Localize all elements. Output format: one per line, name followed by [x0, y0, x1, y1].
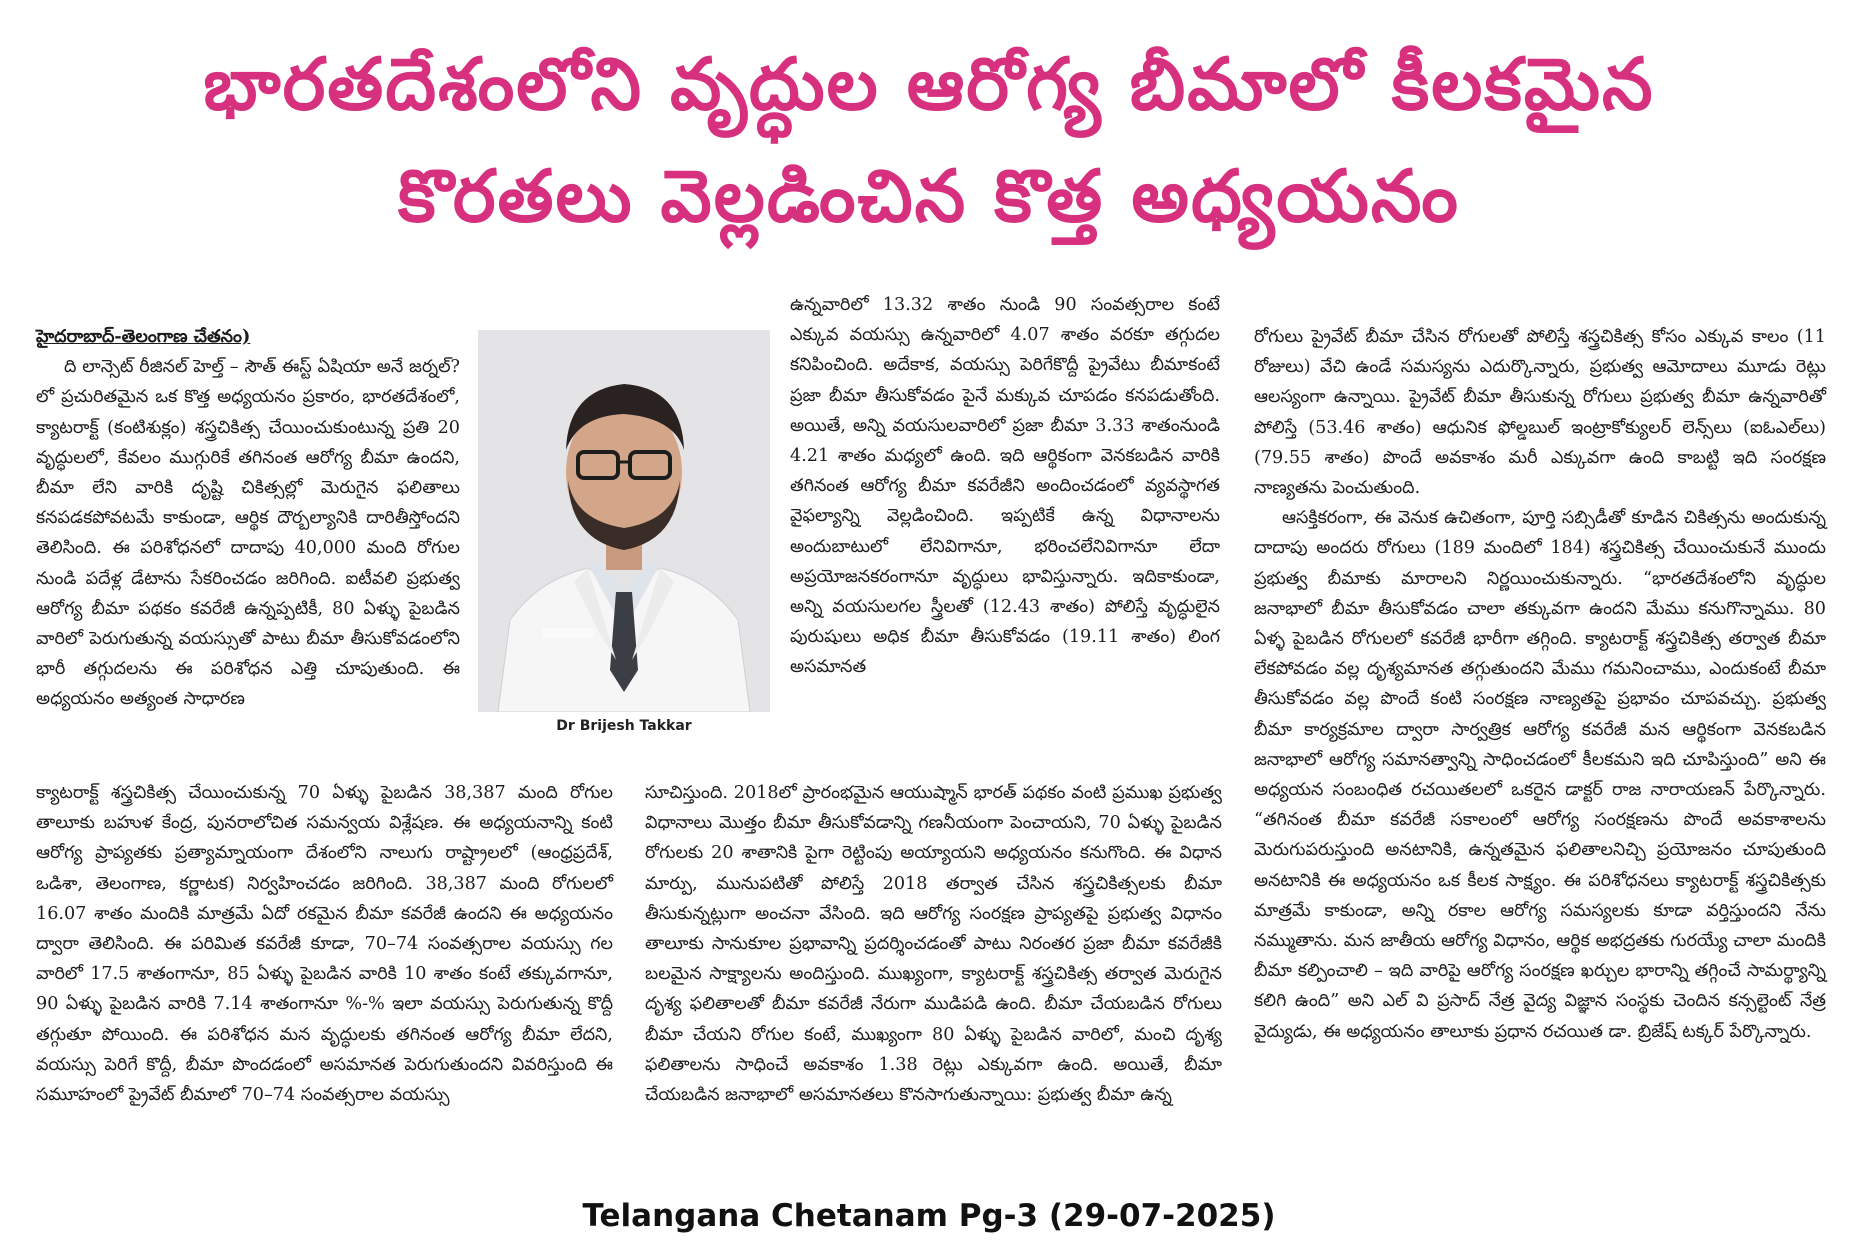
headline-line-1: భారతదేశంలోని వృద్ధుల ఆరోగ్య బీమాలో కీలకమైన: [203, 42, 1655, 126]
article-column-2-top: [790, 290, 1220, 683]
article-paragraph: ఉన్నవారిలో 13.32 శాతం నుండి 90 సంవత్సరాల కంటే ఎక్కువ వయస్సు ఉన్నవారిలో 4.07 శాతం వరకూ తగ్గుదల కనిపించింది. అదేకాక, వయస్సు పెరిగేకొద్దీ ప్రైవేటు బీమాకంటే ప్రజా బీమా తీసుకోవడం పైనే మక్కువ చూపడం కనపడుతోంది. అయితే, అన్ని వయసులవారిలో ప్రజా బీమా 3.33 శాతంనుండి 4.21 శాతం మధ్యలో ఉంది. ఇది ఆర్థికంగా వెనకబడిన వారికి తగినంత ఆరోగ్య బీమా కవరేజీని అందించడంలో వ్యవస్థాగత వైఫల్యాన్ని వెల్లడించింది. ఇప్పటికే ఉన్న విధానాలను అందుబాటులో లేనివిగానూ, భరించలేనివిగానూ లేదా అప్రయోజనకరంగానూ వృద్ధులు భావిస్తున్నారు. ఇదికాకుండా, అన్ని వయసులగల స్త్రీలతో (12.43 శాతం) పోలిస్తే వృద్ధులైన పురుషులు అధిక బీమా తీసుకోవడం (19.11 శాతం) లింగ అసమానత: [790, 295, 1220, 678]
headline-line-2: కొరతలు వెల్లడించిన కొత్త అధ్యయనం: [398, 154, 1460, 238]
article-paragraph: క్యాటరాక్ట్ శస్త్రచికిత్స చేయించుకున్న 70 ఏళ్ళు పైబడిన 38,387 మంది రోగుల తాలూకు బహుళ కేంద్ర, పునరాలోచిత సమన్వయ విశ్లేషణ. ఈ అధ్యయనాన్ని కంటి ఆరోగ్య ప్రాప్యతకు ప్రత్యామ్నాయంగా దేశంలోని నాలుగు రాష్ట్రాలలో (ఆంధ్రప్రదేశ్, ఒడిశా, తెలంగాణ, కర్ణాటక) నిర్వహించడం జరిగింది. 38,387 మంది రోగులలో 16.07 శాతం మందికి మాత్రమే ఏదో రకమైన బీమా కవరేజీ ఉందని ఈ అధ్యయనం ద్వారా తెలిసింది. ఈ పరిమిత కవరేజీ కూడా, 70–74 సంవత్సరాల వయస్సు గల వారిలో 17.5 శాతంగానూ, 85 ఏళ్ళు పైబడిన వారికి 10 శాతం కంటే తక్కువగానూ, 90 ఏళ్ళు పైబడిన వారికి 7.14 శాతంగానూ %-% ఇలా వయస్సు పెరుగుతున్న కొద్దీ తగ్గుతూ పోయింది. ఈ పరిశోధన మన వృద్ధులకు తగినంత ఆరోగ్య బీమా లేదని, వయస్సు పెరిగే కొద్దీ, బీమా పొందడంలో అసమానత పెరుగుతుందని వివరిస్తుంది ఈ సమూహంలో ప్రైవేట్ బీమాలో 70–74 సంవత్సరాల వయస్సు: [36, 783, 613, 1106]
article-paragraph: ఆసక్తికరంగా, ఈ వెనుక ఉచితంగా, పూర్తి సబ్సిడీతో కూడిన చికిత్సను అందుకున్న దాదాపు అందరు రోగులు (189 మందిలో 184) శస్త్రచికిత్స చేయించుకునే ముందు ప్రభుత్వ బీమాకు మారాలని నిర్ణయించుకున్నారు. “భారతదేశంలోని వృద్ధుల జనాభాలో బీమా తీసుకోవడం చాలా తక్కువగా ఉందని మేము కనుగొన్నాము. 80 ఏళ్ళ పైబడిన రోగులలో కవరేజీ భారీగా తగ్గింది. క్యాటరాక్ట్ శస్త్రచికిత్స తర్వాత బీమా లేకపోవడం వల్ల దృశ్యమానత తగ్గుతుందని మేము గమనించాము, ఎందుకంటే బీమా తీసుకోవడం వల్ల పొందే కంటి సంరక్షణ నాణ్యతపై ప్రభావం చూపవచ్చు. ప్రభుత్వ బీమా కార్యక్రమాల ద్వారా సార్వత్రిక ఆరోగ్య కవరేజీ మన ఆర్థికంగా వెనకబడిన జనాభాలో ఆరోగ్య సమానత్వాన్ని సాధించడంలో కీలకమని ఇది చూపిస్తుంది” అని ఈ అధ్యయన సంబంధిత రచయితలలో ఒకరైన డాక్టర్ రాజ నారాయణన్ పేర్కొన్నారు. “తగినంత బీమా కవరేజీ సకాలంలో ఆరోగ్య సంరక్షణను పొందే అవకాశాలను మెరుగుపరుస్తుంది అనటానికి, ఉన్నతమైన ఫలితాలనిచ్చి ప్రయోజనం చూపుతుంది అనటానికి ఈ అధ్యయనం ఒక కీలక సాక్ష్యం. ఈ పరిశోధనలు క్యాటరాక్ట్ శస్త్రచికిత్సకు మాత్రమే కాకుండా, అన్ని రకాల ఆరోగ్య సమస్యలకు కూడా వర్తిస్తుందని నేను నమ్ముతాను. మన జాతీయ ఆరోగ్య విధానం, ఆర్థిక అభద్రతకు గురయ్యే చాలా మందికి బీమా కల్పించాలి – ఇది వారిపై ఆరోగ్య సంరక్షణ ఖర్చుల భారాన్ని తగ్గించే సామర్థ్యాన్ని కలిగి ఉంది” అని ఎల్ వి ప్రసాద్ నేత్ర వైద్య విజ్ఞాన సంస్థకు చెందిన కన్సల్టెంట్ నేత్ర వైద్యుడు, ఈ అధ్యయనం తాలూకు ప్రధాన రచయిత డా. బ్రిజేష్ టక్కర్ పేర్కొన్నారు.: [1254, 508, 1826, 1042]
article-column-1-top: [36, 322, 460, 715]
article-column-1-bottom: [36, 778, 613, 1110]
page-footer: Telangana Chetanam Pg-3 (29-07-2025): [582, 1198, 1276, 1234]
article-paragraph: సూచిస్తుంది. 2018లో ప్రారంభమైన ఆయుష్మాన్ భారత్ పథకం వంటి ప్రముఖ ప్రభుత్వ విధానాలు మొత్తం బీమా తీసుకోవడాన్ని గణనీయంగా పెంచాయని, 70 ఏళ్ళు పైబడిన రోగులకు 20 శాతానికి పైగా రెట్టింపు అయ్యాయని అధ్యయనం కనుగొంది. ఈ విధాన మార్పు, మునుపటితో పోలిస్తే 2018 తర్వాత చేసిన శస్త్రచికిత్సలకు బీమా తీసుకున్నట్లుగా అంచనా వేసింది. ఇది ఆరోగ్య సంరక్షణ ప్రాప్యతపై ప్రభుత్వ విధానం తాలూకు సానుకూల ప్రభావాన్ని ప్రదర్శించడంతో పాటు నిరంతర ప్రజా బీమా కవరేజీకి బలమైన సాక్ష్యాలను అందిస్తుంది. ముఖ్యంగా, క్యాటరాక్ట్ శస్త్రచికిత్స తర్వాత మెరుగైన దృశ్య ఫలితాలతో బీమా కవరేజీ నేరుగా ముడిపడి ఉంది. బీమా చేయబడిన రోగులు బీమా చేయని రోగుల కంటే, ముఖ్యంగా 80 ఏళ్ళు పైబడిన వారిలో, మంచి దృశ్య ఫలితాలను సాధించే అవకాశం 1.38 రెట్లు ఎక్కువగా ఉంది. అయితే, బీమా చేయబడిన జనాభాలో అసమానతలు కొనసాగుతున్నాయి: ప్రభుత్వ బీమా ఉన్న: [645, 783, 1222, 1106]
dateline: హైదరాబాద్-తెలంగాణ చేతనం): [36, 326, 251, 347]
article-paragraph: ది లాన్సెట్ రీజినల్ హెల్త్ – సౌత్ ఈస్ట్ ఏషియా అనే జర్నల్?లో ప్రచురితమైన ఒక కొత్త అధ్యయనం ప్రకారం, భారతదేశంలో, క్యాటరాక్ట్ (కంటిశుక్లం) శస్త్రచికిత్స చేయించుకుంటున్న ప్రతి 20 వృద్ధులలో, కేవలం ముగ్గురికే తగినంత ఆరోగ్య బీమా ఉందని, బీమా లేని వారికి దృష్టి చికిత్సల్లో మెరుగైన ఫలితాలు కనపడకపోవటమే కాకుండా, ఆర్థిక దౌర్బల్యానికి దారితీస్తోందని తెలిసింది. ఈ పరిశోధనలో దాదాపు 40,000 మంది రోగుల నుండి పదేళ్ల డేటాను సేకరించడం జరిగింది. ఐటీవలి ప్రభుత్వ ఆరోగ్య బీమా పథకం కవరేజీ ఉన్నప్పటికీ, 80 ఏళ్ళు పైబడిన వారిలో పెరుగుతున్న వయస్సుతో పాటు బీమా తీసుకోవడంలోని భారీ తగ్గుదలను ఈ పరిశోధన ఎత్తి చూపుతుంది. ఈ అధ్యయనం అత్యంత సాధారణ: [36, 357, 460, 710]
headline: [40, 28, 1818, 252]
article-column-3: [1254, 322, 1826, 1047]
article-paragraph: రోగులు ప్రైవేట్ బీమా చేసిన రోగులతో పోలిస్తే శస్త్రచికిత్స కోసం ఎక్కువ కాలం (11 రోజులు) వేచి ఉండే సమస్యను ఎదుర్కొన్నారు, ప్రభుత్వ ఆమోదాలు మూడు రెట్లు ఆలస్యంగా ఉన్నాయి. ప్రైవేట్ బీమా తీసుకున్న రోగులు ప్రభుత్వ బీమా ఉన్నవారితో పోలిస్తే (53.46 శాతం) ఆధునిక ఫోల్డబుల్ ఇంట్రాకోక్యులర్ లెన్స్‌లు (ఐఓఎల్‌లు) (79.55 శాతం) పొందే అవకాశం మరీ ఎక్కువగా ఉంది కాబట్టి ఇది సంరక్షణ నాణ్యతను పెంచుతుంది.: [1254, 327, 1826, 499]
photo-caption: Dr Brijesh Takkar: [556, 718, 692, 734]
author-photo: [478, 330, 770, 712]
portrait-illustration: [478, 330, 770, 712]
article-column-2-bottom: [645, 778, 1222, 1110]
